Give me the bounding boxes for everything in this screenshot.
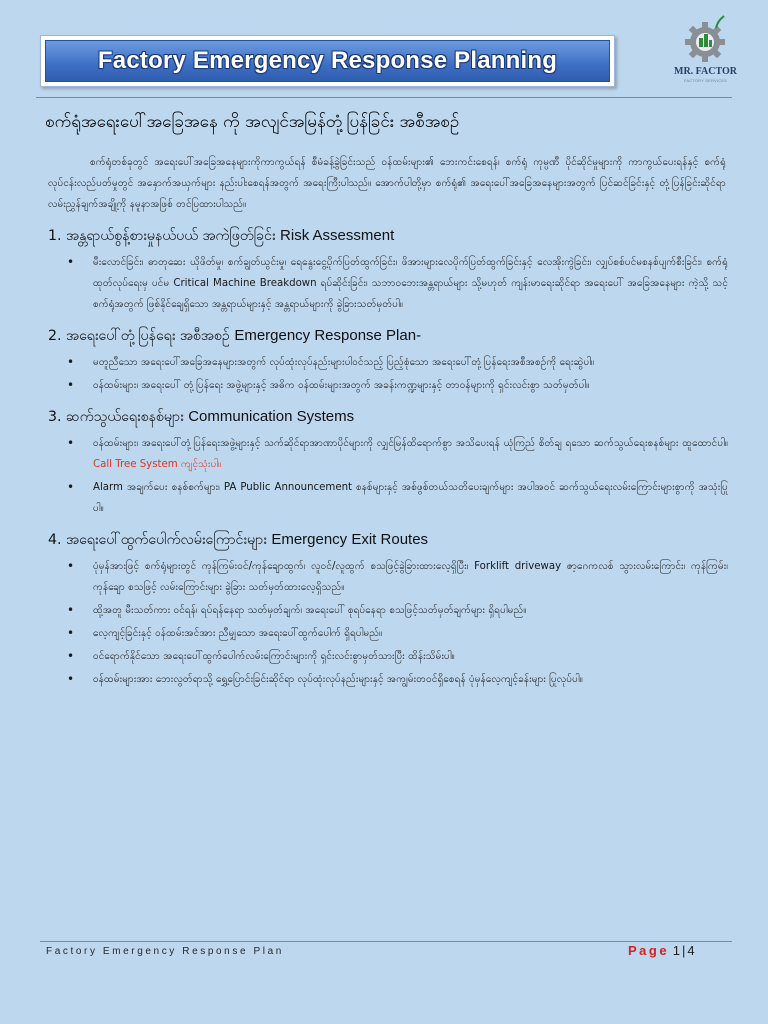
list-item: • ပုံမှန်အားဖြင့် စက်ရုံများတွင် ကုန်ကြမ်းဝင်/ကုန်ချောထွက်၊ လူဝင်/လူထွက် စသဖြင့်ခွဲခြားထားလေ့ရှိပြီး၊ Forklift driveway ဇာ့ဂေကလစ် သွားလမ်းကြောင်း၊ ကုန်ကြမ်း၊ ကုန်ချော စသဖြင့် လမ်းကြောင်းများ ခွဲခြား သတ်မှတ်ထားလေ့ရှိသည်။ <box>48 556 728 598</box>
title-banner-inner <box>45 40 610 82</box>
document-body <box>48 152 728 692</box>
section-title-emergency-exit-routes <box>48 529 728 551</box>
intro-paragraph: စက်ရုံတစ်ခုတွင် အရေးပေါ်အခြေအနေများကိုကာကွယ်ရန် စီမံခန့်ခွဲခြင်းသည် ဝန်ထမ်းများ၏ ဘေးကင်းစေရန်၊ စက်ရုံ ကုမ္ပဏီ ပိုင်ဆိုင်မှုများကို ကာကွယ်ပေးရန်နှင့် စက်ရုံလုပ်ငန်းလည်ပတ်မှုတွင် အနှောက်အယှက်များ နည်းပါးစေရန်အတွက် အရေးကြီးပါသည်။ အောက်ပါတို့မှာ စက်ရုံ၏ အရေးပေါ်အခြေအနေများအတွက် ပြင်ဆင်ခြင်းနှင့် တုံ့ပြန်ခြင်းဆိုင်ရာ လမ်းညွှန်ချက်အချို့ကို နမူနာအဖြစ် တင်ပြထားပါသည်။ <box>48 157 726 210</box>
emergency-exit-list <box>48 556 728 690</box>
section-title-en: Emergency Exit Routes <box>271 531 429 548</box>
section-title-en: Risk Assessment <box>280 227 395 244</box>
logo-tagline: FACTORY SERVICES <box>683 78 728 83</box>
list-item: • ဝင်ရောက်နိုင်သော အရေးပေါ်ထွက်ပေါက်လမ်းကြောင်းများကို ရှင်းလင်းစွာမှတ်သားပြီး ထိန်းသိမ်းပါ။ <box>48 646 728 667</box>
list-item: • ဝန်ထမ်းများအား ဘေးလွတ်ရာသို့ ရွှေ့ပြောင်းခြင်းဆိုင်ရာ လုပ်ထုံးလုပ်နည်းများနှင့် အကျွမ်းတဝင်ရှိစေရန် ပုံမှန်လေ့ကျင့်ခန်းများ ပြုလုပ်ပါ။ <box>48 669 728 690</box>
document-banner-title: Factory Emergency Response Planning <box>97 47 558 74</box>
company-logo <box>658 14 753 98</box>
section-title-emergency-response-plan <box>48 325 728 347</box>
section-title-text: 2. အရေးပေါ်တုံ့ပြန်ရေး အစီအစဉ် <box>48 328 230 344</box>
list-item-text: ဝန်ထမ်းများ၊ အရေးပေါ်တုံ့ပြန်ရေးအဖွဲ့များနှင့် သက်ဆိုင်ရာအာဏာပိုင်များကို လျှင်မြန်ထိရောက်စွာ အသိပေးရန် ယုံကြည် စိတ်ချ ရသော ဆက်သွယ်ရေးစနစ်များ ထူထောင်ပါ။ <box>93 438 728 449</box>
list-item: • ထို့အတူ မီးသတ်ကား ဝင်ရန်၊ ရပ်ရန်နေရာ သတ်မှတ်ချက်၊ အရေးပေါ် စုရပ်နေရာ စသဖြင့်သတ်မှတ်ချက်များ ရှိရပါမည်။ <box>48 600 728 621</box>
section-title-communication-systems <box>48 406 728 428</box>
list-item <box>48 433 728 475</box>
communication-systems-list <box>48 433 728 519</box>
footer-divider <box>40 941 732 942</box>
section-title-text: 4. အရေးပေါ်ထွက်ပေါက်လမ်းကြောင်းများ <box>48 532 267 548</box>
gear-icon <box>658 14 753 66</box>
list-item: • မတူညီသော အရေးပေါ်အခြေအနေများအတွက် လုပ်ထုံးလုပ်နည်းများပါဝင်သည့် ပြည့်စုံသော အရေးပေါ်တုံ့ပြန်ရေးအစီအစဉ်ကို ရေးဆွဲပါ။ <box>48 352 728 373</box>
section-title-en: Emergency Response Plan- <box>234 327 422 344</box>
list-item: • လေ့ကျင့်ခြင်းနှင့် ဝန်ထမ်းအင်အား ညီမျှသော အရေးပေါ်ထွက်ပေါက် ရှိရပါမည်။ <box>48 623 728 644</box>
section-title-risk-assessment <box>48 225 728 247</box>
page-indicator <box>628 943 695 958</box>
page-label: Page <box>628 943 670 958</box>
list-item: • Alarm အချက်ပေး စနစ်စက်များ၊ PA Public Announcement စနစ်များနှင့် အစ်ဖွစ်တယ်သတိပေးချက်များ အပါအဝင် ဆက်သွယ်ရေးလမ်းကြောင်းများစွာကို အသုံးပြုပါ။ <box>48 477 728 519</box>
emergency-response-list <box>48 352 728 396</box>
logo-name: MR. FACTOR <box>674 66 737 77</box>
title-banner <box>40 35 615 87</box>
page-total: 4 <box>687 943 695 958</box>
section-title-text: 3. ဆက်သွယ်ရေးစနစ်များ <box>48 409 184 425</box>
page-number: 1 <box>672 943 680 958</box>
call-tree-note: Call Tree System ကျင့်သုံးပါ။ <box>93 459 222 470</box>
section-title-text: 1. အန္တရာယ်စွန့်စားမှုနယ်ပယ် အကဲဖြတ်ခြင်း <box>48 228 276 244</box>
page-separator: | <box>681 943 686 958</box>
section-title-en: Communication Systems <box>188 408 355 425</box>
header-divider <box>36 97 732 98</box>
list-item: • ဝန်ထမ်းများ၊ အရေးပေါ် တုံ့ပြန်ရေး အဖွဲ့များနှင့် အဓိက ဝန်ထမ်းများအတွက် အခန်းကဏ္ဍများနှင့် တာဝန်များကို ရှင်းလင်းစွာ သတ်မှတ်ပါ။ <box>48 375 728 396</box>
list-item: • မီးလောင်ခြင်း၊ ဓာတုဆေး ယိုဖိတ်မှု၊ စက်ချွတ်ယွင်းမှု၊ ရေနွေးငွေ့ပိုက်ပြတ်ထွက်ခြင်း၊ ဖိအားများလေပိုက်ပြတ်ထွက်ခြင်းနှင့် လေအိုးကွဲခြင်း၊ လျှပ်စစ်ပင်မစနစ်ပျက်စီးခြင်း၊ စက်ရုံထုတ်လုပ်ရေးမှ ပင်မ Critical Machine Breakdown ရပ်ဆိုင်းခြင်း၊ သဘာဝဘေးအန္တရာယ်များ သို့မဟုတ် ကျန်းမာရေးဆိုင်ရာ အရေးပေါ် အခြေအနေများ ကဲ့သို့ သင့်စက်ရုံအတွက် ဖြစ်နိုင်ချေရှိသော အန္တရာယ်များနှင့် အန္တရာယ်များကို ခွဲခြားသတ်မှတ်ပါ။ <box>48 252 728 315</box>
footer-document-title: Factory Emergency Response Plan <box>46 946 284 957</box>
document-heading: စက်ရုံအရေးပေါ်အခြေအနေ ကို အလျင်အမြန်တုံ့ပြန်ခြင်း အစီအစဉ် <box>45 112 460 132</box>
risk-assessment-list <box>48 252 728 315</box>
